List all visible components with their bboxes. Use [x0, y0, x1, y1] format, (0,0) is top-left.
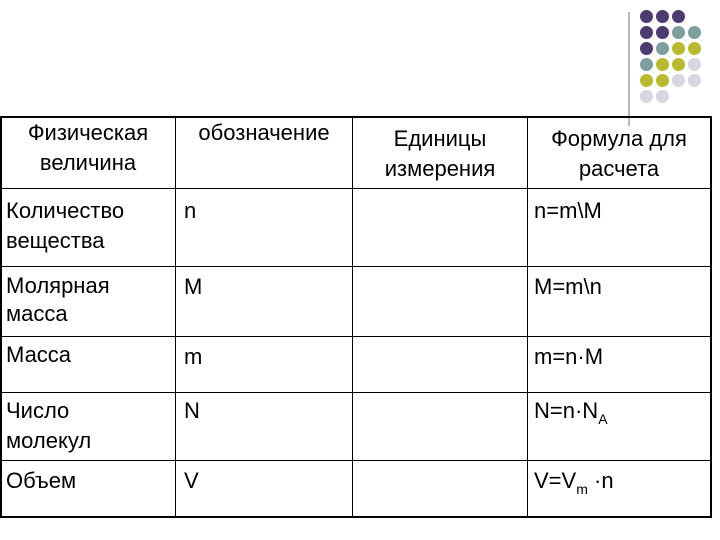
cell-quantity: Масса	[6, 342, 72, 367]
decor-dot	[656, 90, 669, 103]
decor-dot	[672, 74, 685, 87]
formula-main: V=V	[534, 468, 577, 493]
decor-dot	[672, 58, 685, 71]
table-row-divider	[1, 392, 711, 393]
header-units: Единицы измерения	[384, 126, 496, 181]
formula-subscript: A	[598, 411, 608, 427]
cell-quantity: Число молекул	[6, 398, 92, 453]
formula-tail: ·n	[587, 468, 614, 493]
decor-dot	[672, 26, 685, 39]
cell-symbol: n	[184, 198, 197, 223]
cell-quantity: Количество вещества	[6, 198, 125, 253]
cell-quantity: Объем	[6, 468, 77, 493]
cell-quantity: Молярная масса	[6, 273, 110, 326]
cell-symbol: V	[184, 468, 199, 493]
table-row-divider	[1, 336, 711, 337]
decor-dot	[656, 42, 669, 55]
decor-dot	[656, 74, 669, 87]
table-row-divider	[1, 188, 711, 189]
decor-dot	[656, 26, 669, 39]
decor-dot	[656, 58, 669, 71]
decor-dot	[640, 26, 653, 39]
decor-dot	[672, 42, 685, 55]
decor-dot	[688, 58, 701, 71]
decor-dot	[640, 90, 653, 103]
decor-dot	[688, 74, 701, 87]
table-row-divider	[1, 460, 711, 461]
formula-main: N=n·N	[534, 398, 599, 423]
decor-dot	[688, 42, 701, 55]
cell-formula	[534, 396, 608, 426]
decor-dot	[672, 10, 685, 23]
header-physical-quantity: Физическая величина	[27, 120, 149, 175]
cell-formula	[534, 466, 614, 496]
cell-symbol: m	[184, 344, 203, 369]
table-row-divider	[1, 266, 711, 267]
cell-formula: n=m\M	[534, 198, 602, 223]
decor-vertical-line	[628, 12, 630, 126]
decor-dot	[640, 42, 653, 55]
cell-symbol: N	[184, 398, 200, 423]
cell-symbol: M	[184, 274, 203, 299]
formula-subscript: m	[576, 481, 588, 497]
decor-dot	[640, 58, 653, 71]
header-symbol: обозначение	[198, 120, 330, 145]
decor-dot	[640, 74, 653, 87]
decor-dot	[656, 10, 669, 23]
cell-formula: M=m\n	[534, 274, 602, 299]
cell-formula: m=n·M	[534, 344, 604, 369]
header-formula: Формула для расчета	[551, 126, 687, 181]
decor-dot	[640, 10, 653, 23]
table-column-divider	[175, 118, 176, 516]
decor-dot	[688, 26, 701, 39]
